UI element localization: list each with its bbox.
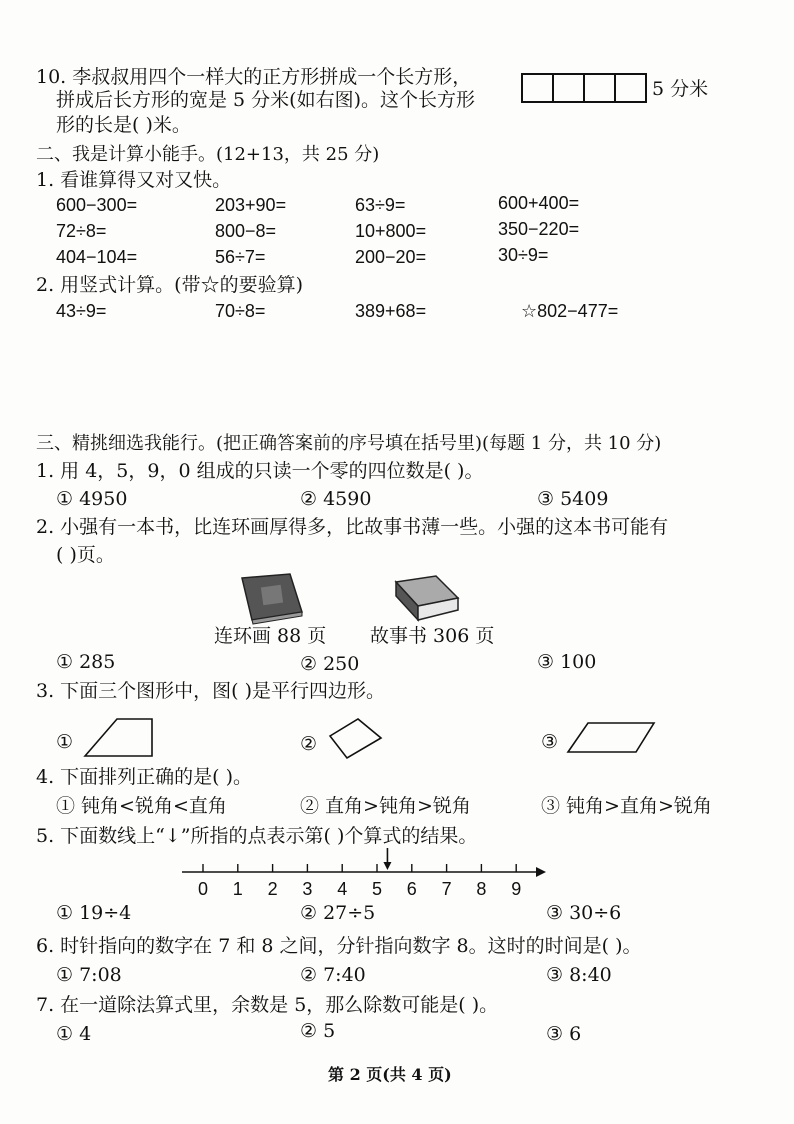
number-line-tick-label: 4 xyxy=(337,879,348,899)
q10-width-label: 5 分米 xyxy=(652,78,709,100)
section2-q1-title: 1. 看谁算得又对又快。 xyxy=(36,169,232,191)
oral-calc: 350−220= xyxy=(498,219,580,239)
section2-q2-title: 2. 用竖式计算。(带☆的要验算) xyxy=(36,274,303,296)
number-line-pointer-head xyxy=(383,862,391,870)
number-line-tick-label: 3 xyxy=(302,879,313,899)
shape-label: ① xyxy=(56,731,74,753)
s3-q7-option: ③ 6 xyxy=(546,1023,582,1045)
oral-calc: 600−300= xyxy=(56,195,138,215)
oral-calc: 10+800= xyxy=(355,221,427,241)
number-line-tick-label: 8 xyxy=(476,879,487,899)
s3-q1-option: ① 4950 xyxy=(56,488,128,510)
oral-calc: 200−20= xyxy=(355,247,427,267)
s3-q5-option: ② 27÷5 xyxy=(300,902,376,924)
number-line-tick-label: 7 xyxy=(441,879,452,899)
s3-q2-text2: ( )页。 xyxy=(56,544,115,566)
number-line-tick-label: 6 xyxy=(406,879,417,899)
section3-title: 三、精挑细选我能行。(把正确答案前的序号填在括号里)(每题 1 分，共 10 分) xyxy=(36,433,662,454)
s3-q6-option: ① 7:08 xyxy=(56,964,122,986)
page-footer: 第 2 页(共 4 页) xyxy=(328,1065,452,1084)
s3-q7-option: ① 4 xyxy=(56,1023,92,1045)
s3-q2-text: 2. 小强有一本书，比连环画厚得多，比故事书薄一些。小强的这本书可能有 xyxy=(36,516,669,538)
s3-q6-option: ② 7:40 xyxy=(300,964,366,986)
oral-calc: 63÷9= xyxy=(355,195,406,215)
number-line-tick-label: 0 xyxy=(197,879,209,899)
s3-q2-option: ① 285 xyxy=(56,651,116,673)
oral-calc: 30÷9= xyxy=(498,245,549,265)
number-line-tick-label: 1 xyxy=(232,879,243,899)
vertical-calc: 389+68= xyxy=(355,301,427,321)
s3-q4-option: ② 直角>钝角>锐角 xyxy=(300,795,471,817)
shape-label: ② xyxy=(300,733,318,755)
vertical-calc: ☆802−477= xyxy=(521,301,619,321)
s3-q4-option: ① 钝角<锐角<直角 xyxy=(56,795,227,817)
oral-calc: 203+90= xyxy=(215,195,287,215)
s3-q5-option: ① 19÷4 xyxy=(56,902,132,924)
s3-q5-text: 5. 下面数线上“↓”所指的点表示第( )个算式的结果。 xyxy=(36,825,478,847)
q10-line2: 拼成后长方形的宽是 5 分米(如右图)。这个长方形 xyxy=(56,89,475,111)
s3-q3-text: 3. 下面三个图形中，图( )是平行四边形。 xyxy=(36,680,386,702)
s3-q4-option: ③ 钝角>直角>锐角 xyxy=(541,795,712,817)
vertical-calc: 43÷9= xyxy=(56,301,107,321)
storybook-label: 故事书 306 页 xyxy=(370,625,495,647)
vertical-calc: 70÷8= xyxy=(215,301,266,321)
s3-q1-option: ② 4590 xyxy=(300,488,372,510)
section2-title: 二、我是计算小能手。(12+13，共 25 分) xyxy=(36,144,380,165)
q10-line3: 形的长是( )米。 xyxy=(56,114,191,136)
oral-calc: 56÷7= xyxy=(215,247,266,267)
oral-calc: 800−8= xyxy=(215,221,277,241)
number-line-tick-label: 9 xyxy=(511,879,522,899)
s3-q5-option: ③ 30÷6 xyxy=(546,902,622,924)
comic-book-label: 连环画 88 页 xyxy=(214,625,327,647)
s3-q1-option: ③ 5409 xyxy=(537,488,609,510)
s3-q1-text: 1. 用 4，5，9，0 组成的只读一个零的四位数是( )。 xyxy=(36,460,484,482)
oral-calc: 600+400= xyxy=(498,193,580,213)
s3-q6-text: 6. 时针指向的数字在 7 和 8 之间，分针指向数字 8。这时的时间是( )。 xyxy=(36,935,642,957)
s3-q2-option: ② 250 xyxy=(300,653,360,675)
s3-q2-option: ③ 100 xyxy=(537,651,597,673)
s3-q6-option: ③ 8:40 xyxy=(546,964,612,986)
q10-line1: 10. 李叔叔用四个一样大的正方形拼成一个长方形， xyxy=(36,66,472,88)
number-line-tick-label: 5 xyxy=(371,879,383,899)
s3-q4-text: 4. 下面排列正确的是( )。 xyxy=(36,766,253,788)
oral-calc: 72÷8= xyxy=(56,221,107,241)
number-line-arrowhead xyxy=(536,867,546,877)
number-line-tick-label: 2 xyxy=(267,879,278,899)
oral-calc: 404−104= xyxy=(56,247,138,267)
s3-q7-option: ② 5 xyxy=(300,1020,336,1042)
shape-label: ③ xyxy=(541,731,559,753)
s3-q7-text: 7. 在一道除法算式里，余数是 5，那么除数可能是( )。 xyxy=(36,994,499,1016)
